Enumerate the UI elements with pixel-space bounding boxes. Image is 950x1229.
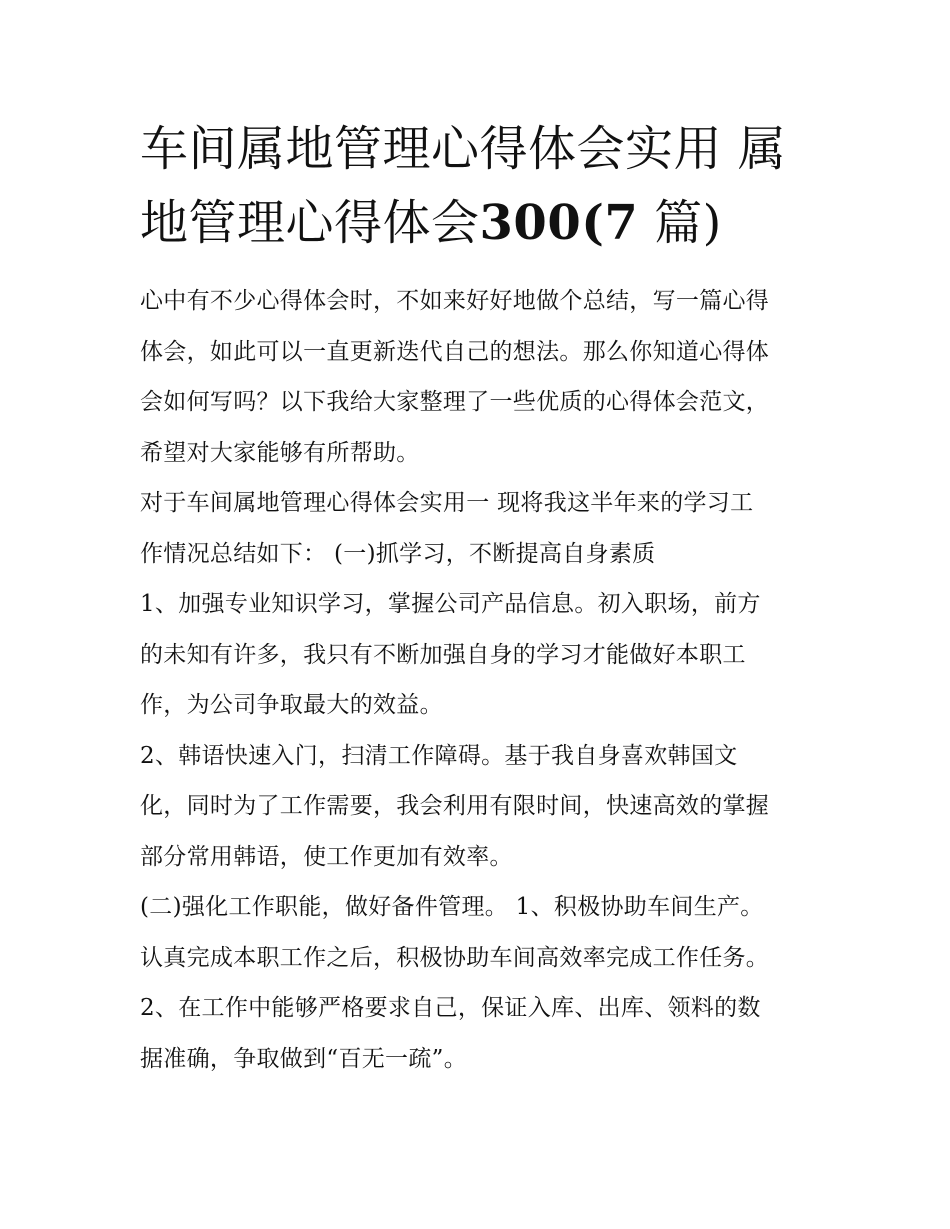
title-line-1: 车间属地管理心得体会实用 属 [140,121,787,177]
body-line: 1、加强专业知识学习，掌握公司产品信息。初入职场，前方 [140,591,761,617]
body-line: 会如何写吗？以下我给大家整理了一些优质的心得体会范文， [140,389,770,415]
title-line-2-text: 地管理心得体会 [140,195,480,251]
body-line: 体会，如此可以一直更新迭代自己的想法。那么你知道心得体 [140,338,770,365]
body-line: (二)强化工作职能，做好备件管理。 1、积极协助车间生产。 [140,894,764,920]
body-line: 的未知有许多，我只有不断加强自身的学习才能做好本职工 [140,641,746,668]
document-body [140,276,820,1084]
body-line: 认真完成本职工作之后，积极协助车间高效率完成工作任务。 [140,944,770,971]
document-title [140,112,820,260]
body-line: 作情况总结如下： (一)抓学习，不断提高自身素质 [140,540,656,567]
body-line: 心中有不少心得体会时，不如来好好地做个总结，写一篇心得 [140,288,770,314]
body-line: 对于车间属地管理心得体会实用一 现将我这半年来的学习工 [140,490,754,516]
body-line: 部分常用韩语，使工作更加有效率。 [140,843,513,870]
body-line: 化，同时为了工作需要，我会利用有限时间，快速高效的掌握 [140,793,770,819]
title-line-2-number: 300(7 [479,195,639,251]
body-line: 2、韩语快速入门，扫清工作障碍。基于我自身喜欢韩国文 [140,742,738,769]
title-line-2-end: 篇) [638,195,722,251]
body-line: 作，为公司争取最大的效益。 [140,692,443,718]
body-line: 希望对大家能够有所帮助。 [140,439,420,466]
body-line: 据准确，争取做到“百无一疏”。 [140,1045,468,1072]
body-line: 2、在工作中能够严格要求自己，保证入库、出库、领料的数 [140,995,761,1021]
